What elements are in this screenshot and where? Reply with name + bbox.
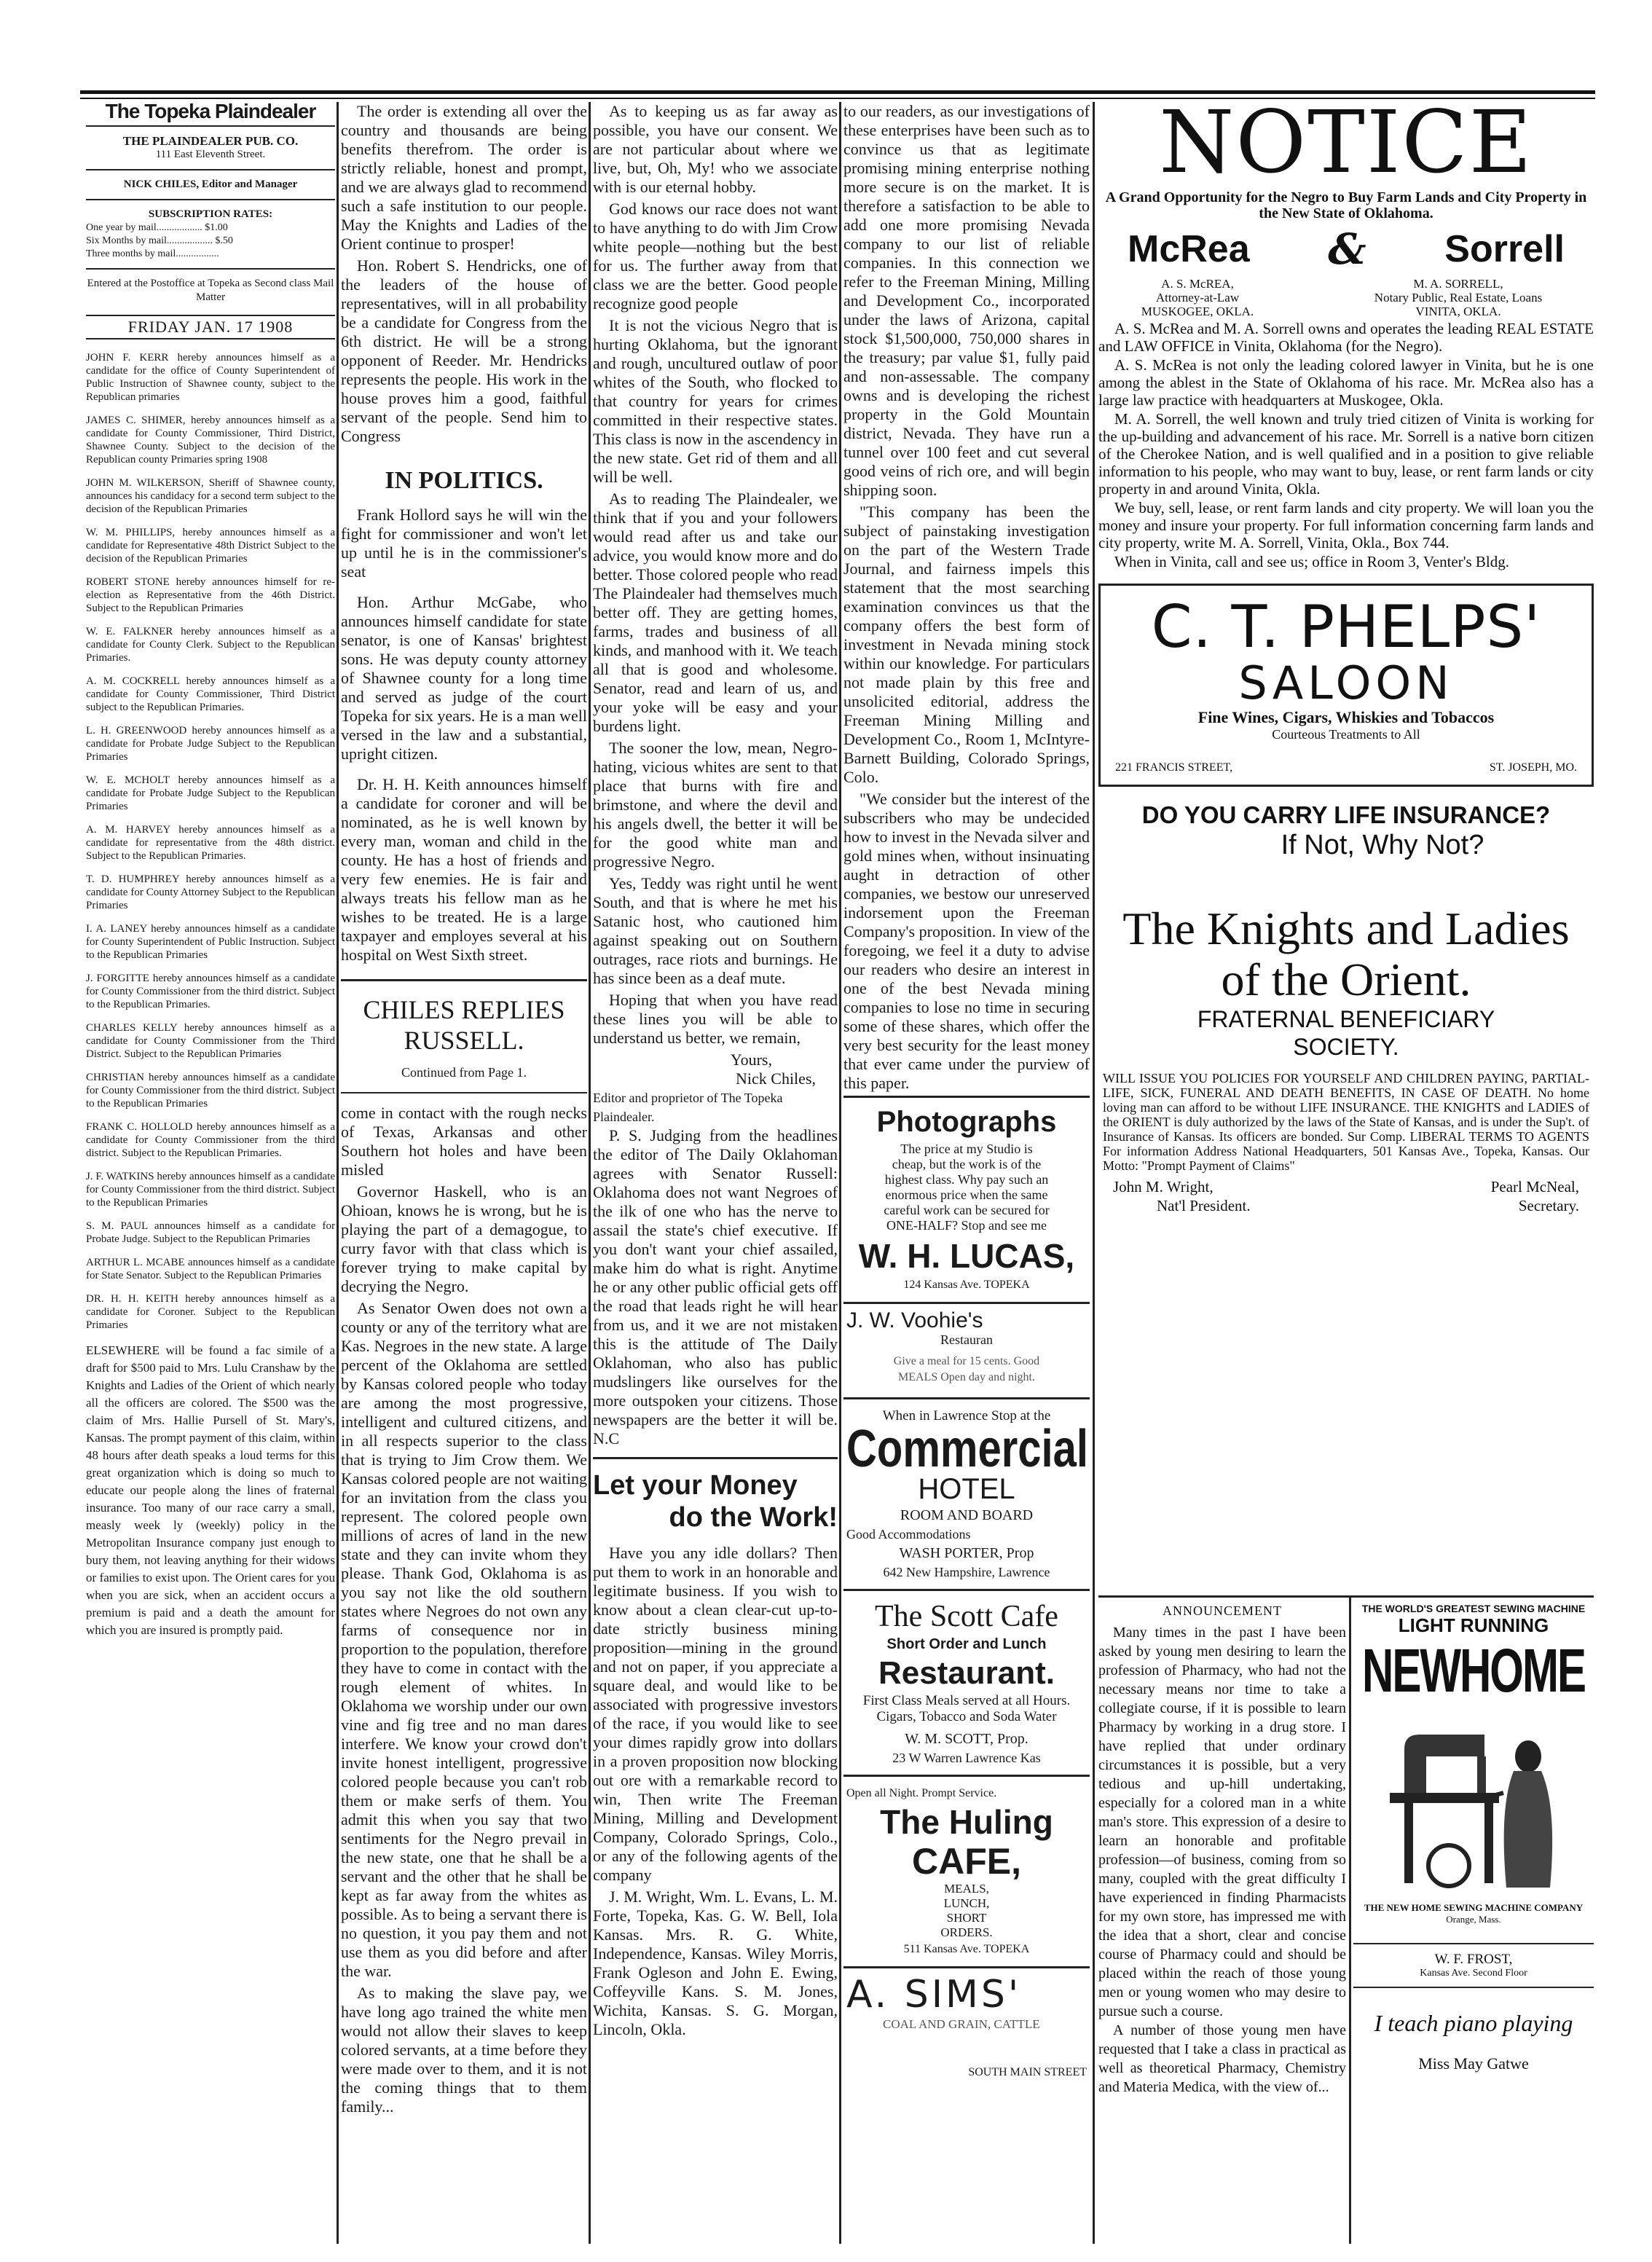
- money-ad: [593, 1457, 838, 2039]
- column-5-ads: [1098, 102, 1594, 2244]
- order-paragraph: The order is extending all over the country and thousands are being benefits therefrom. The order is strictly reliable, honest and prompt, and we are always glad to recommend such a safe institution to our people. May the Knights and Ladies of the Orient continue to prosper!: [341, 102, 587, 253]
- huling-heading: The Huling: [880, 1803, 1053, 1841]
- publisher-address: 111 East Eleventh Street.: [155, 149, 266, 160]
- sims-ad: [843, 1968, 1090, 2088]
- president-name: John M. Wright,: [1113, 1178, 1214, 1195]
- continued-line: Continued from Page 1.: [341, 1063, 587, 1093]
- postscript: P. S. Judging from the headlines the editor of The Daily Oklahoman agrees with Senator Russell: Oklahoma does not want Negroes of the ilk of one who has the nerve to assail the state's chief executive. If you don't want your chief assailed, make him do what is right. Anytime he or any other public official gets off the road that leads right he will hear from us, and it we are not mistaken this is the attitude of The Daily Oklahoman, who also has public mudslingers like ourselves for the more outspoken your citizens. Those newspapers are the better it will be. N.C: [593, 1126, 838, 1448]
- good-accommodations: Good Accommodations: [846, 1527, 971, 1542]
- photographs-body: The price at my Studio is cheap, but the work is of the highest class. Why pay such an enormous price when the same careful work can be secured for ONE-HALF? Stop and see me: [884, 1142, 1050, 1233]
- announcement-item: I. A. LANEY hereby announces himself as a candidate for County Superintendent of Public Instruction. Subject to the Republican Primaries: [86, 923, 335, 961]
- bottom-column-rule: [1349, 1595, 1351, 2244]
- chiles-body: As Senator Owen does not own a county or any of the territory what are Kas. Negroes in the new state. A large percent of the Oklahoma are settled by Kansas colored people who today are among the most progressive, intelligent and cultured citizens, and in all respects superior to the class that is trying to Jim Crow them. We Kansas colored people are not waiting for an invitation from the class you represent. The colored people own millions of acres of land in the new state and they can invite whom they please. Thank God, Oklahoma is as you say not like the old southern states where Negroes do not own any farms of consequence nor in proportion to the population, therefore they have to come in contact with the rough element of whites. In Oklahoma we worship under our own vine and fig tree and no man dares interfere. We know your crowd don't invite honest intelligent, progressive colored people because you can't rob them or make serfs of them. You admit this when you say that two sentiments for the Negro prevail in the new state, one that he shall be a servant and the other that he shall be kept as far away from the whites as possible. As to being a servant there is no question, it you pay them and not use them as you did before and after the war.: [341, 1299, 587, 1980]
- notice-paragraph: A. S. McRea is not only the leading colored lawyer in Vinita, but he is one among the ablest in the State of Oklahoma of his race. Mr. McRea also has a large law practice with headquarters at Muskogee, Okla.: [1098, 356, 1594, 409]
- saloon-heading: SALOON: [1238, 656, 1454, 710]
- announcement-item: DR. H. H. KEITH hereby announces himself as a candidate for Coroner. Subject to the Republican Primaries: [86, 1293, 335, 1331]
- announcement-item: ARTHUR L. MCABE announces himself as a candidate for State Senator. Subject to the Republican Primaries: [86, 1257, 335, 1281]
- orient-body: WILL ISSUE YOU POLICIES FOR YOURSELF AND CHILDREN PAYING, PARTIAL-LIFE, SICK, FUNERAL AND DEATH BENEFITS, IN CASE OF DEATH. No home loving man can afford to be without LIFE INSURANCE. THE KNIGHTS and LADIES of the ORIENT is duly authorized by the laws of the State of Kansas, and is under the Sup't. of Insurance of Kansas. Its officers are bonded. Sur Comp. LIBERAL TERMS TO AGENTS For information Address National Headquarters, 501 Kansas Ave., Topeka, Kansas. Our Motto: "Prompt Payment of Claims": [1103, 1071, 1589, 1173]
- announcement-item: JAMES C. SHIMER, hereby announces himself as a candidate for County Commissioner, Third District, Shawnee County. Subject to the decision of the Republican county Primaries spring 1908: [86, 415, 335, 466]
- scott-cafe-ad: [843, 1591, 1090, 1777]
- announcement-ad: [1098, 1595, 1346, 2244]
- agents-list: J. M. Wright, Wm. L. Evans, L. M. Forte, Topeka, Kas. G. W. Bell, Iola Kansas. Mrs. R. G. White, Independence, Kansas. Wiley Morris, Frank Ogleson and John E. Ewing, Coffeyville Kans. S. M. Jones, Wichita, Kansas. S. G. Morgan, Lincoln, Okla.: [593, 1888, 838, 2038]
- announcement-item: ROBERT STONE hereby announces himself for re-election as Representative from the 46th District. Subject to the Republican Primaries: [86, 576, 335, 614]
- mcgabe-paragraph: Hon. Arthur McGabe, who announces himself candidate for state senator, is one of Kansas' brightest sons. He was deputy county attorney of Shawnee county for a long time and served as judge of the court Topeka for six years. He is a man well versed in the law and a substantial, upright citizen.: [341, 593, 587, 763]
- mining-paragraph: "We consider but the interest of the subscribers who may be undecided how to invest in the Nevada silver and gold mines when, without insinuating aught in detraction of other companies, we bestow our unreserved indorsement upon the Freeman Company's proposition. In view of the foregoing, we feel it a duty to advise our readers who desire an interest in one of the best Nevada mining companies to lose no time in securing some of these shares, which offer the very best security for the least money that ever came under the purview of this paper.: [843, 790, 1090, 1092]
- frost-name: W. F. FROST,: [1353, 1943, 1594, 1968]
- notice-paragraph: M. A. Sorrell, the well known and truly tried citizen of Vinita is working for the up-building and advancement of his race. Mr. Sorrell is a native born citizen of the Cherokee Nation, and is well qualified and in a position to give reliable information to his people, who may want to buy, lease, or rent farm lands or city property in and around Vinita, Okla.: [1098, 410, 1594, 498]
- rates-title: SUBSCRIPTION RATES:: [148, 208, 273, 220]
- huling-cafe: CAFE,: [912, 1841, 1021, 1882]
- restaurant-heading: Restaurant.: [878, 1655, 1055, 1691]
- announcement-item: A. M. HARVEY hereby announces himself as a candidate for representative from the 48th district. Subject to the Republican Primaries.: [86, 824, 335, 862]
- editorial-paragraph: Hoping that when you have read these lines you will be able to understand us better, we remain,: [593, 991, 838, 1047]
- editorial-paragraph: It is not the vicious Negro that is hurting Oklahoma, but the ignorant and rough, uncultured outlaw of poor whites of the South, who flocked to that country for years for crimes committed in their respective states. This class is now in the ascendency in the new state. Get rid of them and all will be well.: [593, 316, 838, 486]
- chiles-body: Governor Haskell, who is an Ohioan, knows he is wrong, but he is playing the part of a demagogue, to curry favor with that class which is forever trying to make capital by decrying the Negro.: [341, 1182, 587, 1295]
- partner-city: MUSKOGEE, OKLA.: [1141, 305, 1254, 318]
- courteous-line: Courteous Treatments to All: [1272, 727, 1420, 742]
- chiles-replies-heading: CHILES REPLIES RUSSELL.: [341, 979, 587, 1056]
- notice-subheading: A Grand Opportunity for the Negro to Buy Farm Lands and City Property in the New State of Oklahoma.: [1105, 189, 1587, 221]
- secretary-name: Pearl McNeal,: [1490, 1178, 1579, 1195]
- orient-signatures: [1098, 1173, 1594, 1220]
- life-insurance-heading: DO YOU CARRY LIFE INSURANCE?: [1141, 801, 1551, 828]
- entered-notice: Entered at the Postoffice at Topeka as Second class Mail Matter: [87, 278, 334, 303]
- phelps-street: 221 FRANCIS STREET,: [1115, 761, 1233, 774]
- sewing-machine-illustration: [1375, 1705, 1572, 1902]
- mining-paragraph: "This company has been the subject of painstaking investigation on the part of the Western Trade Journal, and fairness impels this statement that the most searching examination convinces us that the company offers the best form of investment in Nevada mining stock within our knowledge. For particulars not made plain by this free and unsolicited editorial, address the Freeman Mining Milling and Development Co., Room 1, McIntyre-Barnett Building, Colorado Springs, Colo.: [843, 503, 1090, 786]
- notice-paragraph: When in Vinita, call and see us; office in Room 3, Venter's Bldg.: [1114, 553, 1510, 570]
- light-running: LIGHT RUNNING: [1398, 1614, 1549, 1636]
- short-order: Short Order and Lunch: [886, 1636, 1047, 1652]
- society-heading: SOCIETY.: [1293, 1034, 1399, 1060]
- huling-address: 511 Kansas Ave. TOPEKA: [903, 1943, 1030, 1955]
- firm-left: McRea: [1128, 228, 1250, 270]
- announcement-item: J. FORGITTE hereby announces himself as a candidate for County Commissioner from the third district. Subject to the Republican Primaries.: [86, 973, 335, 1010]
- column-rule: [337, 102, 339, 2244]
- signature: Nick Chiles,: [736, 1069, 816, 1088]
- column-4: [843, 102, 1090, 2244]
- announcement-item: J. F. WATKINS hereby announces himself as a candidate for County Commissioner from the third district. Subject to the Republican Primaries: [86, 1171, 335, 1209]
- announcement-item: W. E. MCHOLT hereby announces himself as a candidate for Probate Judge Subject to the Republican Primaries: [86, 774, 335, 812]
- newhome-city: Orange, Mass.: [1446, 1914, 1501, 1925]
- firm-right: Sorrell: [1444, 228, 1565, 270]
- partner-name: A. S. McREA,: [1161, 277, 1234, 291]
- masthead: The Topeka Plaindealer: [105, 102, 316, 122]
- publisher: THE PLAINDEALER PUB. CO.: [122, 134, 299, 148]
- column-rule: [1093, 102, 1095, 2244]
- editorial-paragraph: God knows our race does not want to have anything to do with Jim Crow white people—nothing but the best for us. The further away from that class we are the better. Good people recognize good people: [593, 200, 838, 313]
- editor-line: NICK CHILES, Editor and Manager: [123, 178, 298, 190]
- announcement-item: FRANK C. HOLLOLD hereby announces himself as a candidate for County Commissioner from the third district. Subject to the Republican Primaries.: [86, 1121, 335, 1159]
- notice-paragraph: A. S. McRea and M. A. Sorrell owns and operates the leading REAL ESTATE and LAW OFFICE in Vinita, Oklahoma (for the Negro).: [1098, 320, 1594, 355]
- announcement-item: L. H. GREENWOOD hereby announces himself as a candidate for Probate Judge Subject to the Republican Primaries: [86, 725, 335, 763]
- money-heading: Let your Money: [593, 1470, 798, 1501]
- president: [1113, 1177, 1251, 1215]
- newhome-company: THE NEW HOME SEWING MACHINE COMPANY: [1364, 1902, 1584, 1913]
- room-board: ROOM AND BOARD: [900, 1507, 1034, 1523]
- announcement-item: W. M. PHILLIPS, hereby announces himself as a candidate for Representative 48th District Subject to the decision of the Republican Primaries: [86, 527, 335, 565]
- rates-line: Six Months by mail.................. $.50: [86, 235, 233, 246]
- notice-paragraph: We buy, sell, lease, or rent farm lands and city property. We will loan you the money and insure your property. For full information concerning farm lands and city property, write M. A. Sorrell, Vinita, Okla., Box 744.: [1098, 499, 1594, 551]
- secretary-title: Secretary.: [1518, 1197, 1579, 1214]
- editorial-paragraph: The sooner the low, mean, Negro-hating, vicious whites are sent to that place that burns with fire and brimstone, and where the devil and his angels dwell, the better it will be for the good white man and progressive Negro.: [593, 739, 838, 871]
- voohie-sub: Restauran: [940, 1332, 993, 1347]
- commercial-heading: Commercial: [846, 1418, 1089, 1478]
- scott-heading: The Scott Cafe: [875, 1600, 1058, 1633]
- sims-sub: COAL AND GRAIN, CATTLE: [883, 2017, 1040, 2031]
- voohie-ad: [843, 1304, 1090, 1399]
- column-1: [86, 102, 335, 2244]
- lucas-name: W. H. LUCAS,: [858, 1237, 1075, 1275]
- announcement-item: CHRISTIAN hereby announces himself as a candidate for County Commissioner from the third district. Subject to the Republican Primaries: [86, 1072, 335, 1110]
- partner-name: M. A. SORRELL,: [1413, 277, 1503, 291]
- huling-cafe-ad: [843, 1777, 1090, 1968]
- rates-line: One year by mail.................. $1.00: [86, 222, 228, 233]
- hendricks-paragraph: Hon. Robert S. Hendricks, one of the leaders of the house of representatives, will in all probability be a candidate for Congress from the 6th district. He will be a strong opponent of Reeder. Mr. Hendricks represents the people. His work in the house proves him a good, faithful servant of the people. Send him to Congress: [341, 256, 587, 445]
- announcement-item: JOHN M. WILKERSON, Sheriff of Shawnee county, announces his candidacy for a second term subject to the decision of the Republican Primaries: [86, 477, 335, 515]
- announcement-item: T. D. HUMPHREY hereby announces himself as a candidate for County Attorney Subject to the Republican Primaries: [86, 873, 335, 911]
- sewing-heading: THE WORLD'S GREATEST SEWING MACHINE: [1361, 1603, 1586, 1614]
- lawrence-line: When in Lawrence Stop at the: [882, 1408, 1051, 1423]
- porter-prop: WASH PORTER, Prop: [899, 1545, 1034, 1561]
- partner-title: Attorney-at-Law: [1155, 291, 1240, 305]
- new-home-ad: [1353, 1595, 1594, 2244]
- firm-name: [1098, 221, 1594, 277]
- in-politics-heading: IN POLITICS.: [385, 467, 543, 494]
- hollord-paragraph: Frank Hollord says he will win the fight for commissioner and won't let up until he is in the commissioner's seat: [341, 506, 587, 581]
- elsewhere-article: ELSEWHERE will be found a fac simile of a draft for $500 paid to Mrs. Lulu Cranshaw by the Knights and Ladies of the Orient of which nearly all the officers are colored. The $500 was the claim of Mrs. Hallie Pursell of St. Mary's, Kansas. The prompt payment of this claim, within 48 hours after death speaks a loud terms for this great organization which is doing so much to educate our people along the lines of fraternal insurance. Too many of our race carry a small, measly week ly (weekly) policy in the Metropolitan Insurance company just enough to bury them, not leaving anything for their widows or families to exist upon. The Orient cares for you when you are sick, when an accident occurs a premium is paid and a death the amount for which you are insured is promptly paid.: [86, 1343, 335, 1637]
- column-rule: [839, 102, 841, 2244]
- rates-line: Three months by mail.................: [86, 248, 219, 259]
- money-heading-2: do the Work!: [669, 1502, 838, 1533]
- voohie-heading: J. W. Voohie's: [846, 1308, 983, 1332]
- partner-city: VINITA, OKLA.: [1415, 305, 1501, 318]
- ampersand: &: [1328, 224, 1366, 274]
- huling-sub: MEALS, LUNCH, SHORT ORDERS.: [940, 1882, 993, 1939]
- orient-heading: of the Orient.: [1221, 954, 1471, 1005]
- phelps-city: ST. JOSEPH, MO.: [1489, 761, 1577, 774]
- top-rule-thin: [80, 98, 1595, 99]
- announcement-item: CHARLES KELLY hereby announces himself as a candidate for County Commissioner from the Third District. Subject to the Republican Primaries: [86, 1022, 335, 1060]
- chiles-body: As to making the slave pay, we have long ago trained the white men would not allow their slaves to keep colored servants, at a time before they were made over to them, and it is not the coming things that to them family...: [341, 1984, 587, 2116]
- secretary: [1491, 1177, 1579, 1215]
- lucas-address: 124 Kansas Ave. TOPEKA: [903, 1279, 1030, 1291]
- chiles-body: come in contact with the rough necks of Texas, Arkansas and other Southern hot holes and have been misled: [341, 1104, 587, 1179]
- president-title: Nat'l President.: [1157, 1197, 1251, 1214]
- money-body: Have you any idle dollars? Then put them to work in an honorable and legitimate business. If you wish to know about a clean clear-cut up-to-date strictly business mining proposition—mining in the ground and not on paper, if you appreciate a square deal, and would like to be associated with progressive investors of the race, if you would like to see your dimes rapidly grow into dollars in a proven proposition now blocking out ore with a remarkable record to win, Then write The Freeman Mining, Milling and Development Company, Colorado Springs, Colo., or any of the following agents of the company: [593, 1544, 838, 1884]
- editorial-paragraph: As to keeping us as far away as possible, you have our consent. We are not particular about where we live, but, Oh, My! who we associate with is our eternal hobby.: [593, 102, 838, 196]
- announcement-heading: ANNOUNCEMENT: [1163, 1603, 1282, 1618]
- signature: Yours,: [730, 1051, 772, 1069]
- phelps-heading: C. T. PHELPS': [1151, 593, 1541, 661]
- announcement-item: JOHN F. KERR hereby announces himself as a candidate for the office of County Superintendent of Public Instruction of Shawnee county, subject to the Republican primaries: [86, 352, 335, 403]
- hotel-heading: HOTEL: [918, 1473, 1015, 1505]
- open-night: Open all Night. Prompt Service.: [846, 1787, 997, 1799]
- announcement-paragraph: Many times in the past I have been asked by young men desiring to learn the profession of Pharmacy, who had not the necessary means nor time to take a collegiate course, if it is possible to learn Pharmacy by working in a drug store. I have replied that under ordinary circumstances it is possible, but a very tedious and up-hill undertaking, especially for a colored man in a white man's store. This expression of a desire to learn an honorable and profitable profession—of business, coming from so many, coupled with the great difficulty I have experienced in finding Pharmacists for my own store, has impressed me with the idea that a short, clear and concise course of Pharmacy could and should be placed within the reach of those young men or young women who may desire to pursue such a course.: [1098, 1625, 1346, 2019]
- notice-body: [1098, 320, 1594, 570]
- photographs-heading: Photographs: [876, 1106, 1057, 1138]
- fraternal-heading: FRATERNAL BENEFICIARY: [1197, 1006, 1495, 1032]
- sewing-machine-icon: [1375, 1705, 1572, 1902]
- piano-heading: I teach piano playing: [1374, 2010, 1573, 2036]
- notice-heading: NOTICE: [1159, 102, 1533, 192]
- why-not-heading: If Not, Why Not?: [1281, 830, 1484, 860]
- scott-address: 23 W Warren Lawrence Kas: [892, 1751, 1041, 1765]
- firm-partners: [1098, 277, 1594, 318]
- piano-name: Miss May Gatwe: [1418, 2054, 1529, 2073]
- phelps-address: [1115, 761, 1577, 774]
- newhome-logo: NEWHOME: [1362, 1636, 1585, 1705]
- sims-address: SOUTH MAIN STREET: [968, 2066, 1087, 2078]
- announcement-item: S. M. PAUL announces himself as a candidate for Probate Judge. Subject to the Republican Primaries: [86, 1220, 335, 1245]
- top-rule: [80, 90, 1595, 94]
- candidate-announcements: [86, 351, 335, 1332]
- column-rule: [589, 102, 591, 2244]
- announcement-item: A. M. COCKRELL hereby announces himself as a candidate for County Commissioner, Third District subject to the Republican Primaries.: [86, 675, 335, 713]
- editorial-paragraph: As to reading The Plaindealer, we think that if you and your followers would read after us and take our advice, you would know more and do better. Those colored people who read The Plaindealer had themselves much better off. They are getting homes, farms, trades and business of all kinds, and manhood with it. We teach all that is good and wholesome. Senator, read and learn of us, and your yoke will be easy and your burdens light.: [593, 490, 838, 735]
- announcement-item: W. E. FALKNER hereby announces himself as a candidate for County Clerk. Subject to the Republican Primaries.: [86, 626, 335, 664]
- sims-heading: A. SIMS': [846, 1973, 1022, 2016]
- column-2: [341, 102, 587, 2244]
- mining-paragraph: to our readers, as our investigations of these enterprises have been such as to convince us that as legitimate promising mining enterprise nothing more secure is on the market. It is therefore a satisfaction to be able to add one more promising Nevada company to our list of reliable companies. In this connection we refer to the Freeman Mining, Milling and Development Co., incorporated under the laws of Arizona, capital stock $1,500,000, 750,000 shares in the treasury; par value $1, fully paid and non-assessable. The company owns and is developing the richest property in the Gold Mountain district, Nevada. They have run a tunnel over 100 feet and cut several good veins of rich ore, and will begin shipping soon.: [843, 102, 1090, 499]
- wines-line: Fine Wines, Cigars, Whiskies and Tobaccos: [1197, 708, 1495, 726]
- porter-address: 642 New Hampshire, Lawrence: [883, 1565, 1050, 1579]
- scott-prop: W. M. SCOTT, Prop.: [905, 1731, 1028, 1747]
- issue-date: FRIDAY JAN. 17 1908: [86, 315, 335, 339]
- signature-title: Editor and proprietor of The Topeka Plaindealer.: [593, 1091, 783, 1124]
- frost-address: Kansas Ave. Second Floor: [1353, 1968, 1594, 1988]
- editorial-paragraph: Yes, Teddy was right until he went South, and that is where he met his Satanic host, who cautioned him against speaking out on Southern outrages, race riots and burnings. He has since been as a deaf mute.: [593, 874, 838, 987]
- partner-mcrea: [1103, 277, 1292, 318]
- keith-paragraph: Dr. H. H. Keith announces himself a candidate for coroner and will be nominated, as he is well known by every man, woman and child in the county. He has a host of friends and very few enemies. He is fair and always treats his fellow man as he wishes to be treated. He is a large taxpayer and employes several at his hospital on West Sixth street.: [341, 775, 587, 964]
- photographs-ad: [843, 1096, 1090, 1304]
- partner-title: Notary Public, Real Estate, Loans: [1374, 291, 1543, 305]
- announcement-paragraph: A number of those young men have requested that I take a class in practical as well as theoretical Pharmacy, Chemistry and Materia Medica, with the view of...: [1098, 2022, 1346, 2095]
- bottom-ads: [1098, 1595, 1594, 2244]
- voohie-body: Give a meal for 15 cents. Good MEALS Open day and night.: [893, 1355, 1040, 1383]
- column-3: [593, 102, 838, 2244]
- partner-sorrell: [1327, 277, 1589, 318]
- phelps-saloon-ad: [1098, 584, 1594, 787]
- knights-ladies-heading: The Knights and Ladies: [1122, 903, 1570, 954]
- commercial-hotel-ad: [843, 1399, 1090, 1591]
- scott-meals: First Class Meals served at all Hours. Cigars, Tobacco and Soda Water: [862, 1693, 1071, 1724]
